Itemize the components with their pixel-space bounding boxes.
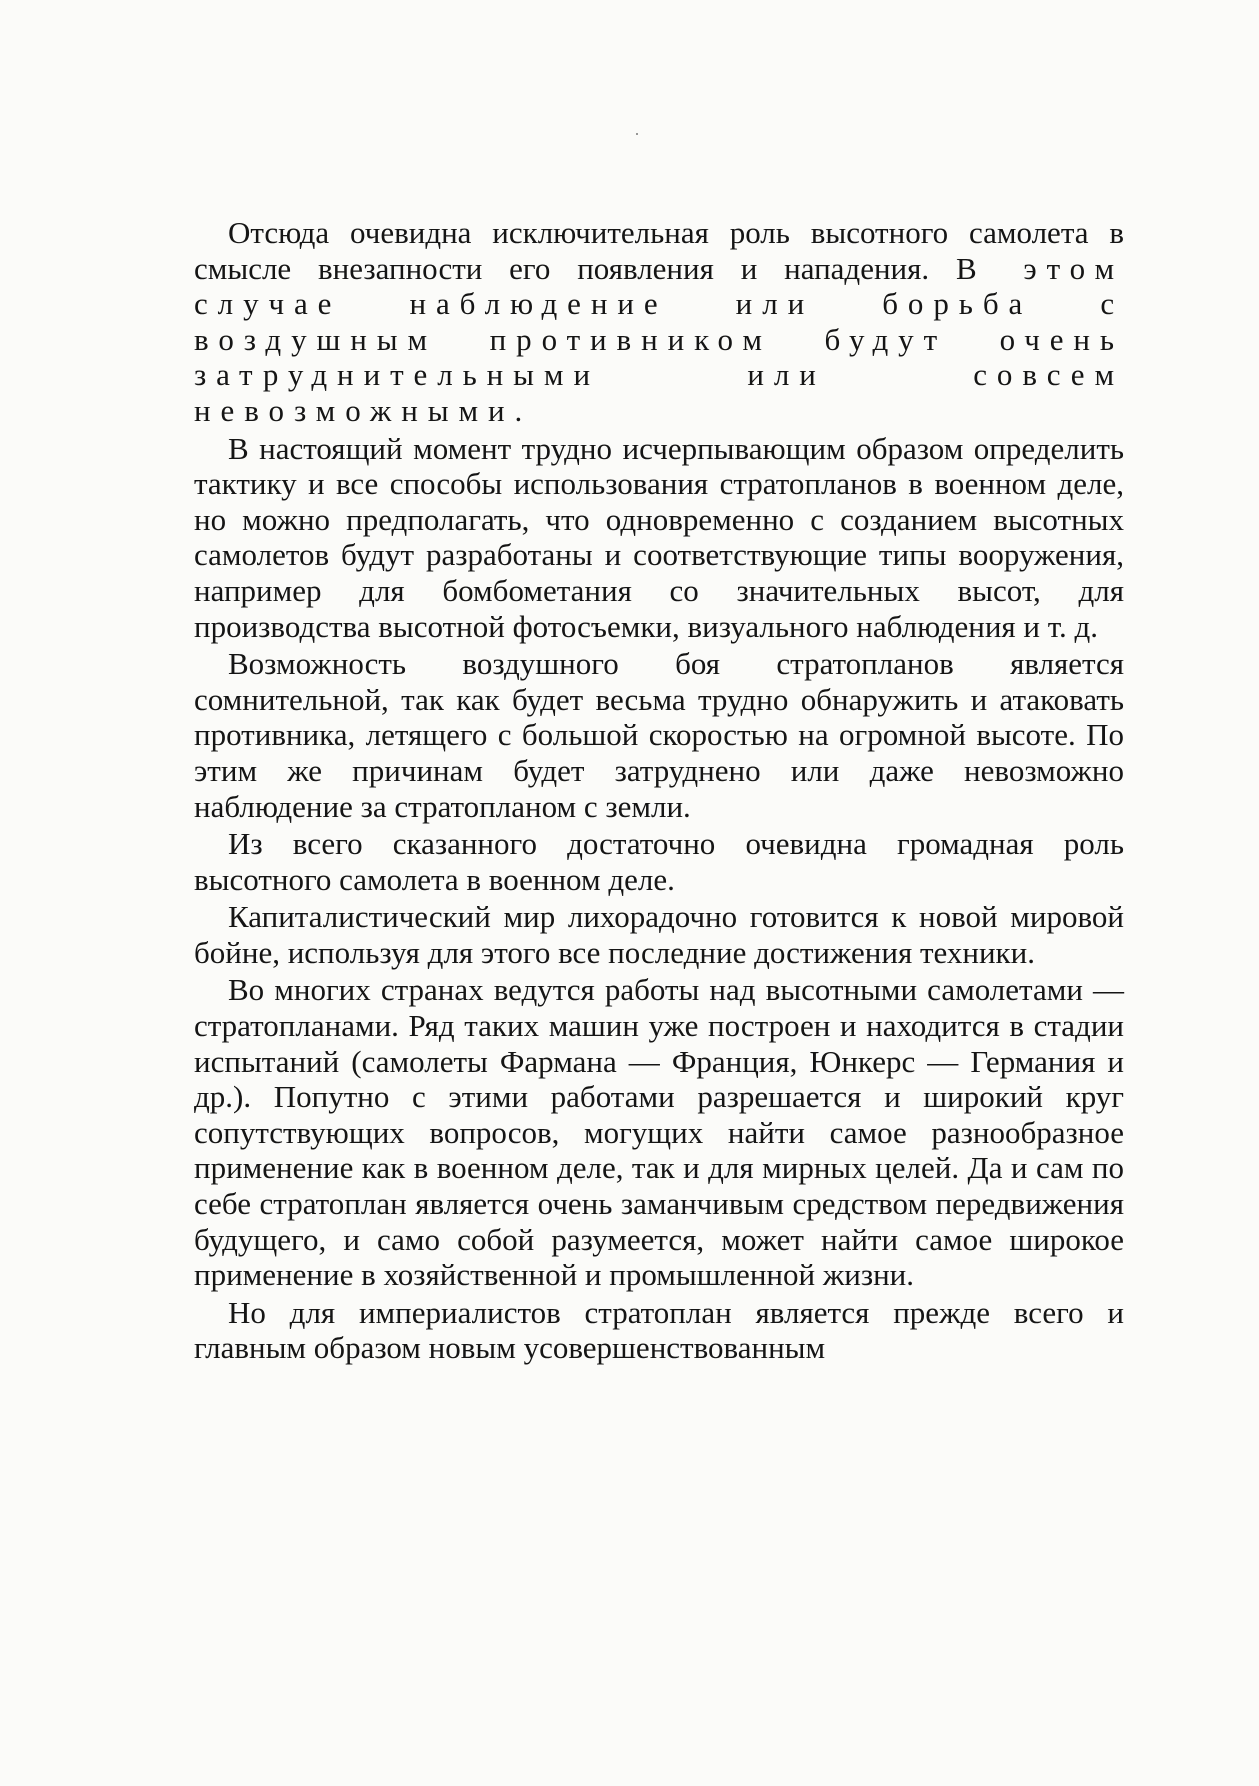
paragraph-3: Возможность воздушного боя стратопланов является сомнительной, так как будет весьма трудно обнаружить и атаковать противника, летящего с большой скоростью на огромной высоте. По этим же причинам будет затруднено или даже невозможно наблюдение за стратопланом с земли. — [194, 646, 1124, 824]
paragraph-6: Во многих странах ведутся работы над высотными самолетами — стратопланами. Ряд таких машин уже построен и находится в стадии испытаний (самолеты Фармана — Франция, Юнкерс — Германия и др.). Попутно с этими работами разрешается и широкий круг сопутствующих вопросов, могущих найти самое разнообразное применение как в военном деле, так и для мирных целей. Да и сам по себе стратоплан является очень заманчивым средством передвижения будущего, и само собой разумеется, может найти самое широкое применение в хозяйственной и промышленной жизни. — [194, 972, 1124, 1293]
paragraph-1-text: Отсюда очевидна исключительная роль высотного самолета в смысле внезапности его появления и нападения. — [194, 215, 1124, 286]
paragraph-4: Из всего сказанного достаточно очевидна громадная роль высотного самолета в военном деле. — [194, 826, 1124, 897]
paragraph-5: Капиталистический мир лихорадочно готовится к новой мировой бойне, используя для этого все последние достижения техники. — [194, 899, 1124, 970]
paragraph-7: Но для империалистов стратоплан является прежде всего и главным образом новым усовершенствованным — [194, 1294, 1124, 1366]
print-speck — [636, 133, 638, 135]
paragraph-1-spaced-text: В этом случае наблюдение или борьба с воздушным противником будут очень затруднительными или совсем невозможными. — [194, 250, 1124, 428]
paragraph-1 — [194, 215, 1124, 429]
page-text — [194, 215, 1124, 1368]
paragraph-2: В настоящий момент трудно исчерпывающим образом определить тактику и все способы использования стратопланов в военном деле, но можно предполагать, что одновременно с созданием высотных самолетов будут разработаны и соответствующие типы вооружения, например для бомбометания со значительных высот, для производства высотной фотосъемки, визуального наблюдения и т. д. — [194, 430, 1124, 644]
